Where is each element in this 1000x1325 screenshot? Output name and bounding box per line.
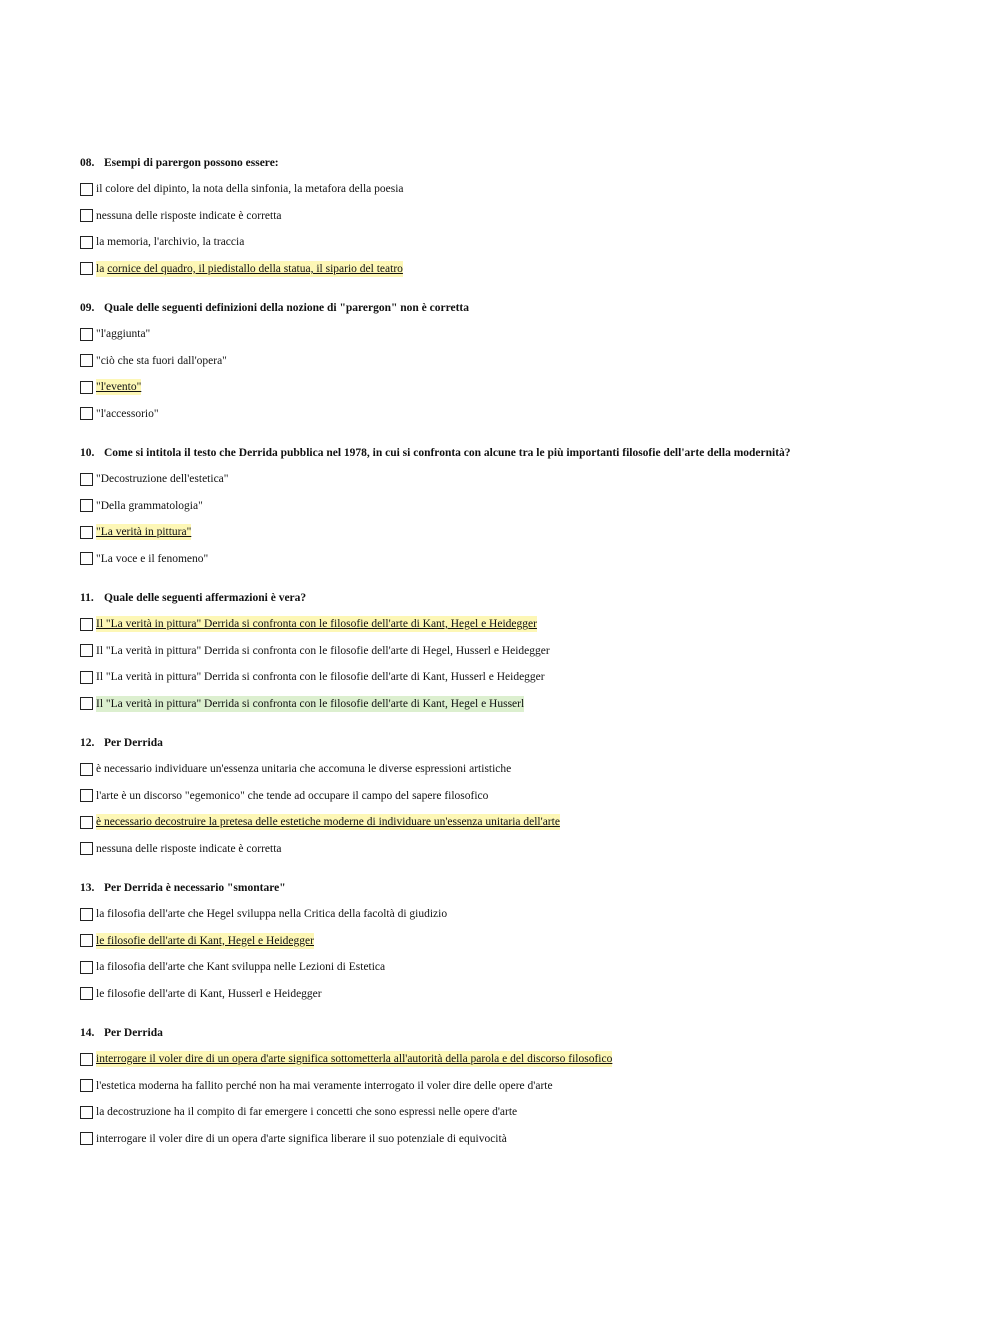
checkbox[interactable] (80, 262, 93, 275)
answer-option[interactable]: Il "La verità in pittura" Derrida si confronta con le filosofie dell'arte di Kant, Husserl e Heidegger (80, 669, 960, 685)
answer-option[interactable]: l'estetica moderna ha fallito perché non ha mai veramente interrogato il voler dire delle opere d'arte (80, 1078, 960, 1094)
checkbox[interactable] (80, 552, 93, 565)
checkbox[interactable] (80, 644, 93, 657)
answer-option[interactable]: interrogare il voler dire di un opera d'arte significa liberare il suo potenziale di equivocità (80, 1131, 960, 1147)
checkbox[interactable] (80, 1053, 93, 1066)
checkbox[interactable] (80, 407, 93, 420)
answer-option-highlighted[interactable]: Il "La verità in pittura" Derrida si confronta con le filosofie dell'arte di Kant, Hegel e Heidegger (80, 616, 960, 632)
checkbox[interactable] (80, 618, 93, 631)
answer-option[interactable]: "Della grammatologia" (80, 498, 960, 514)
checkbox[interactable] (80, 816, 93, 829)
answer-option-highlighted[interactable]: è necessario decostruire la pretesa delle estetiche moderne di individuare un'essenza unitaria dell'arte (80, 814, 960, 830)
question-11 (80, 590, 960, 712)
answer-option-highlighted[interactable]: "l'evento" (80, 379, 960, 395)
checkbox[interactable] (80, 1106, 93, 1119)
checkbox[interactable] (80, 1132, 93, 1145)
question-title: 08. Esempi di parergon possono essere: (80, 157, 279, 169)
checkbox[interactable] (80, 236, 93, 249)
answer-option-highlighted[interactable]: le filosofie dell'arte di Kant, Hegel e Heidegger (80, 933, 960, 949)
checkbox[interactable] (80, 473, 93, 486)
checkbox[interactable] (80, 934, 93, 947)
answer-option[interactable]: "l'accessorio" (80, 406, 960, 422)
answer-option-highlighted[interactable]: la cornice del quadro, il piedistallo della statua, il sipario del teatro (80, 261, 960, 277)
answer-option-highlighted[interactable]: interrogare il voler dire di un opera d'arte significa sottometterla all'autorità della parola e del discorso filosofico (80, 1051, 960, 1067)
checkbox[interactable] (80, 209, 93, 222)
answer-option[interactable]: la memoria, l'archivio, la traccia (80, 234, 960, 250)
answer-option[interactable]: nessuna delle risposte indicate è corretta (80, 208, 960, 224)
checkbox[interactable] (80, 842, 93, 855)
checkbox[interactable] (80, 763, 93, 776)
checkbox[interactable] (80, 328, 93, 341)
checkbox[interactable] (80, 499, 93, 512)
question-title: 11. Quale delle seguenti affermazioni è vera? (80, 592, 307, 604)
answer-option[interactable]: la filosofia dell'arte che Kant sviluppa nelle Lezioni di Estetica (80, 959, 960, 975)
question-08 (80, 155, 960, 277)
answer-option[interactable]: il colore del dipinto, la nota della sinfonia, la metafora della poesia (80, 181, 960, 197)
answer-option[interactable]: la decostruzione ha il compito di far emergere i concetti che sono espressi nelle opere d'arte (80, 1104, 960, 1120)
answer-option[interactable]: l'arte è un discorso "egemonico" che tende ad occupare il campo del sapere filosofico (80, 788, 960, 804)
question-10 (80, 445, 960, 567)
question-title: 13. Per Derrida è necessario "smontare" (80, 882, 286, 894)
question-13 (80, 880, 960, 1002)
answer-option[interactable]: "Decostruzione dell'estetica" (80, 471, 960, 487)
question-title: 12. Per Derrida (80, 737, 163, 749)
answer-option-highlighted[interactable]: "La verità in pittura" (80, 524, 960, 540)
checkbox[interactable] (80, 354, 93, 367)
answer-option[interactable]: "La voce e il fenomeno" (80, 551, 960, 567)
answer-option[interactable]: Il "La verità in pittura" Derrida si confronta con le filosofie dell'arte di Hegel, Husserl e Heidegger (80, 643, 960, 659)
checkbox[interactable] (80, 1079, 93, 1092)
question-title: 14. Per Derrida (80, 1027, 163, 1039)
checkbox[interactable] (80, 183, 93, 196)
question-title: 10. Come si intitola il testo che Derrida pubblica nel 1978, in cui si confronta con alcune tra le più importanti filosofie dell'arte della modernità? (80, 447, 791, 459)
question-09 (80, 300, 960, 422)
checkbox[interactable] (80, 697, 93, 710)
checkbox[interactable] (80, 987, 93, 1000)
answer-option[interactable]: "l'aggiunta" (80, 326, 960, 342)
answer-option[interactable]: "ciò che sta fuori dall'opera" (80, 353, 960, 369)
checkbox[interactable] (80, 961, 93, 974)
answer-option-marked[interactable]: Il "La verità in pittura" Derrida si confronta con le filosofie dell'arte di Kant, Hegel e Husserl (80, 696, 960, 712)
question-12 (80, 735, 960, 857)
checkbox[interactable] (80, 671, 93, 684)
answer-option[interactable]: la filosofia dell'arte che Hegel sviluppa nella Critica della facoltà di giudizio (80, 906, 960, 922)
checkbox[interactable] (80, 381, 93, 394)
checkbox[interactable] (80, 789, 93, 802)
answer-option[interactable]: è necessario individuare un'essenza unitaria che accomuna le diverse espressioni artistiche (80, 761, 960, 777)
answer-option[interactable]: le filosofie dell'arte di Kant, Husserl e Heidegger (80, 986, 960, 1002)
checkbox[interactable] (80, 526, 93, 539)
answer-option[interactable]: nessuna delle risposte indicate è corretta (80, 841, 960, 857)
question-title: 09. Quale delle seguenti definizioni della nozione di "parergon" non è corretta (80, 302, 469, 314)
checkbox[interactable] (80, 908, 93, 921)
question-14 (80, 1025, 960, 1147)
